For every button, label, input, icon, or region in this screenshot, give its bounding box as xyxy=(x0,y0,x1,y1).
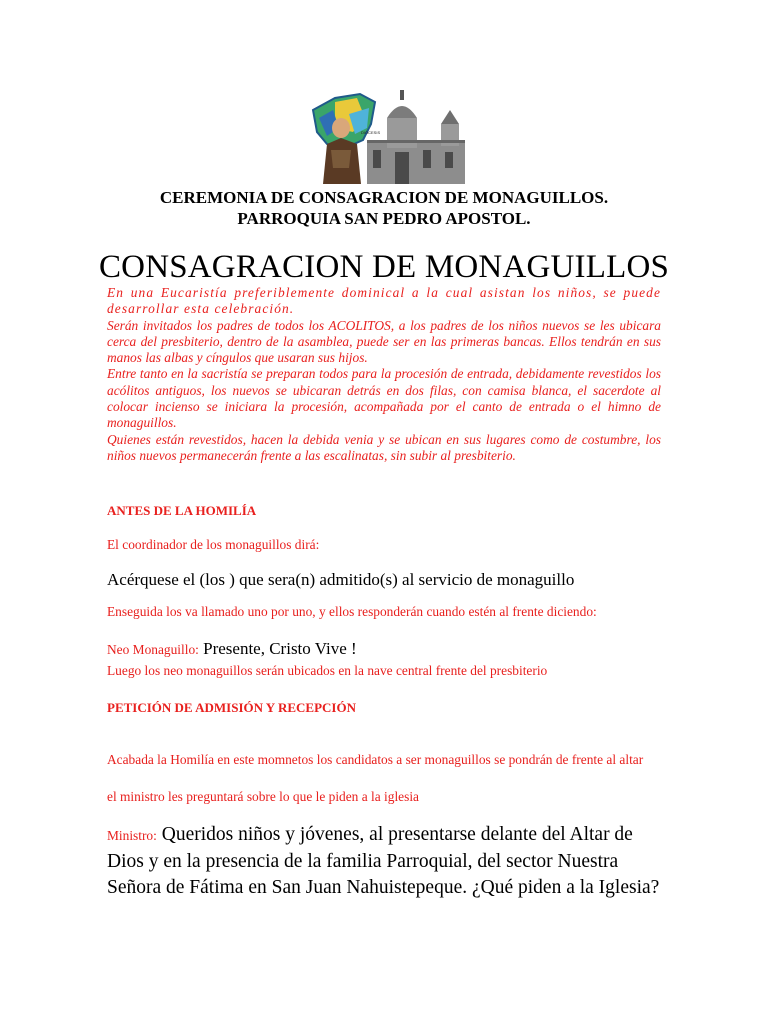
parish-logo xyxy=(305,88,467,184)
after-text: Luego los neo monaguillos serán ubicados en la nave central frente del presbiterio xyxy=(107,663,548,678)
admission-text-1: Acabada la Homilía en este momnetos los candidatos a ser monaguillos se pondrán de frente al altar xyxy=(107,752,644,767)
minister-label: Ministro: xyxy=(107,828,157,843)
minister-text: Queridos niños y jóvenes, al presentarse delante del Altar de Dios y en la presencia de la familia Parroquial, del sector Nuestra Señora de Fátima en San Juan Nahuistepeque. ¿Qué piden a la Iglesia? xyxy=(107,824,660,898)
neo-label: Neo Monaguillo: xyxy=(107,642,199,657)
intro-paragraph-2: Serán invitados los padres de todos los ACOLITOS, a los padres de los niños nuevos se les ubicara cerca del presbiterio, dentro de la asamblea, puede ser en las primeras bancas. Ellos tendrán en sus manos las albas y cíngulos que usaran sus hijos. xyxy=(107,317,661,366)
admission-text-2: el ministro les preguntará sobre lo que le piden a la iglesia xyxy=(107,789,419,804)
section-heading-admission: PETICIÓN DE ADMISIÓN Y RECEPCIÓN xyxy=(107,700,356,715)
then-text: Enseguida los va llamado uno por uno, y ellos responderán cuando estén al frente diciendo: xyxy=(107,604,597,619)
header-line-1: CEREMONIA DE CONSAGRACION DE MONAGUILLOS. xyxy=(159,188,609,207)
minister-block xyxy=(107,822,667,901)
svg-text:DIÓCESIS: DIÓCESIS xyxy=(361,130,381,135)
coordinator-text: El coordinador de los monaguillos dirá: xyxy=(107,537,320,552)
intro-paragraph-4: Quienes están revestidos, hacen la debida venia y se ubican en sus lugares como de costumbre, los niños nuevos permanecerán frente a las escalinatas, sin subir al presbiterio. xyxy=(107,431,661,463)
section-heading-homily: ANTES DE LA HOMILÍA xyxy=(107,503,257,518)
neo-reply: Presente, Cristo Vive ! xyxy=(203,639,357,658)
intro-block xyxy=(107,285,661,464)
call-text: Acérquese el (los ) que sera(n) admitido(s) al servicio de monaguillo xyxy=(107,570,575,589)
intro-paragraph-1: En una Eucaristía preferiblemente dominical a la cual asistan los niños, se puede desarrollar esta celebración. xyxy=(107,285,661,317)
header-line-2: PARROQUIA SAN PEDRO APOSTOL. xyxy=(237,209,531,228)
intro-paragraph-3: Entre tanto en la sacristía se preparan todos para la procesión de entrada, debidamente revestidos los acólitos antiguos, los nuevos se ubicaran detrás en dos filas, con camisa blanca, el sacerdote al colocar incienso se iniciara la procesión, acompañada por el canto de entrada o el himno de monaguillos. xyxy=(107,366,661,431)
neo-line xyxy=(107,638,357,661)
page-title: CONSAGRACION DE MONAGUILLOS xyxy=(98,249,670,285)
